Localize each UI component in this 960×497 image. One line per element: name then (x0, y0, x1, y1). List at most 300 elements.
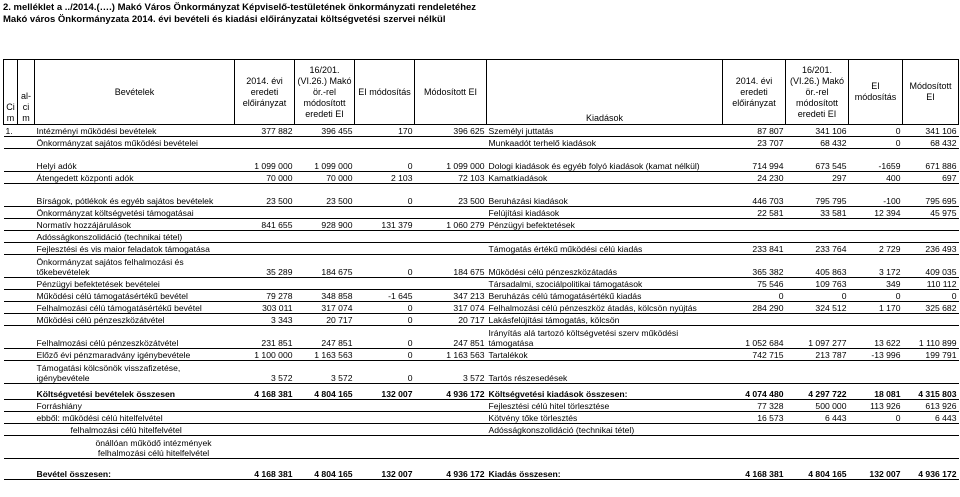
table-row (4, 172, 959, 184)
header-ei-modositas: EI módosítás (355, 60, 415, 125)
revenue-value: 1 099 000 (295, 149, 355, 172)
table-row (4, 255, 959, 278)
revenue-value (235, 207, 295, 219)
expense-label: Személyi juttatás (487, 125, 723, 137)
expense-label: Pénzügyi befektetések (487, 219, 723, 231)
table-row (4, 278, 959, 290)
expense-value (723, 231, 786, 243)
expense-value (849, 219, 903, 231)
expense-value: 409 035 (903, 255, 959, 278)
revenue-value: 0 (355, 361, 415, 384)
financing-revenue-label: Forráshiány (35, 400, 235, 412)
revenue-value: 1 060 279 (415, 219, 487, 231)
expense-value: 742 715 (723, 349, 786, 361)
expense-value: 45 975 (903, 207, 959, 219)
expense-total-value: 4 074 480 (723, 388, 786, 400)
revenue-value (355, 231, 415, 243)
row-subnumber (18, 400, 35, 412)
expense-label: Tartalékok (487, 349, 723, 361)
expense-value: 400 (849, 172, 903, 184)
expense-label (487, 231, 723, 243)
expense-label: Kamatkiadások (487, 172, 723, 184)
row-subnumber (18, 231, 35, 243)
expense-value: 68 432 (786, 137, 849, 149)
header-eredeti: 2014. évi eredeti előirányzat (235, 60, 295, 125)
financing-expense-value (903, 424, 959, 436)
revenue-value: 231 851 (235, 326, 295, 349)
page-header-line2: Makó város Önkormányzata 2014. évi bevételi és kiadási előirányzatai költségvetési szervei nélkül (3, 14, 446, 25)
revenue-value: 303 011 (235, 302, 295, 314)
table-row (4, 326, 959, 349)
row-subnumber (18, 172, 35, 184)
expense-value: 23 707 (723, 137, 786, 149)
revenue-value: 0 (355, 184, 415, 207)
expense-value: 233 764 (786, 243, 849, 255)
financing-expense-value (723, 436, 786, 459)
revenue-value: 184 675 (415, 255, 487, 278)
expense-value: 341 106 (786, 125, 849, 137)
revenue-label: Felhalmozási célú támogatásértékű bevétel (35, 302, 235, 314)
financing-expense-value: 6 443 (786, 412, 849, 424)
table-row (4, 125, 959, 137)
expense-value: 68 432 (903, 137, 959, 149)
financing-revenue-value (355, 412, 415, 424)
revenue-value: 396 455 (295, 125, 355, 137)
expense-value: 13 622 (849, 326, 903, 349)
revenue-value: 1 100 000 (235, 349, 295, 361)
row-number (4, 207, 18, 219)
expense-label: Társadalmi, szociálpolitikai támogatások (487, 278, 723, 290)
expense-label: Támogatás értékű működési célú kiadás (487, 243, 723, 255)
table-row (4, 302, 959, 314)
revenue-label: Pénzügyi befektetések bevételei (35, 278, 235, 290)
expense-value: 1 170 (849, 302, 903, 314)
row-subnumber (18, 314, 35, 326)
row-subnumber (18, 207, 35, 219)
revenue-value (295, 243, 355, 255)
revenue-label: Önkormányzat sajátos működési bevételei (35, 137, 235, 149)
expense-value: 24 230 (723, 172, 786, 184)
row-subnumber (18, 278, 35, 290)
revenue-value (295, 278, 355, 290)
revenue-value: 347 213 (415, 290, 487, 302)
expense-value: 1 110 899 (903, 326, 959, 349)
grand-total-expense-value: 4 936 172 (903, 463, 959, 480)
revenue-value: 20 717 (295, 314, 355, 326)
row-number (4, 290, 18, 302)
row-subnumber (18, 137, 35, 149)
revenue-value (235, 243, 295, 255)
revenue-value: 247 851 (415, 326, 487, 349)
revenue-value (415, 137, 487, 149)
revenue-label: Intézményi működési bevételek (35, 125, 235, 137)
table-row (4, 349, 959, 361)
expense-value: 795 695 (903, 184, 959, 207)
revenue-label: Önkormányzat sajátos felhalmozási és tőkebevételek (35, 255, 235, 278)
row-number (4, 255, 18, 278)
row-subnumber (18, 255, 35, 278)
expense-value: -100 (849, 184, 903, 207)
expense-value (849, 314, 903, 326)
financing-expense-value (786, 436, 849, 459)
revenue-value: 1 163 563 (415, 349, 487, 361)
grand-total-revenue-value: 132 007 (355, 463, 415, 480)
row-number (4, 424, 18, 436)
grand-total-revenue-value: 4 168 381 (235, 463, 295, 480)
financing-expense-value: 16 573 (723, 412, 786, 424)
table-row (4, 137, 959, 149)
expense-label: Beruházás célú támogatásértékű kiadás (487, 290, 723, 302)
revenue-value: 1 099 000 (415, 149, 487, 172)
row-number (4, 412, 18, 424)
financing-revenue-value (235, 424, 295, 436)
expense-label: Irányítás alá tartozó költségvetési szerv működési támogatása (487, 326, 723, 349)
financing-expense-value: 500 000 (786, 400, 849, 412)
grand-total-revenue-label: Bevétel összesen: (35, 463, 235, 480)
expense-value: 795 795 (786, 184, 849, 207)
revenue-value (415, 243, 487, 255)
revenue-value: 0 (355, 255, 415, 278)
expense-label: Dologi kiadások és egyéb folyó kiadások (kamat nélkül) (487, 149, 723, 172)
expense-label: Működési célú pénzeszközátadás (487, 255, 723, 278)
revenue-total-label: Költségvetési bevételek összesen (35, 388, 235, 400)
row-subnumber (18, 412, 35, 424)
expense-value: 2 729 (849, 243, 903, 255)
row-subnumber (18, 184, 35, 207)
row-number (4, 137, 18, 149)
revenue-label: Felhalmozási célú pénzeszközátvétel (35, 326, 235, 349)
expense-value: 1 052 684 (723, 326, 786, 349)
revenue-value: 0 (355, 149, 415, 172)
revenue-label: Bírságok, pótlékok és egyéb sajátos bevételek (35, 184, 235, 207)
revenue-value: 170 (355, 125, 415, 137)
row-subnumber (18, 290, 35, 302)
financing-expense-value: 613 926 (903, 400, 959, 412)
expense-label: Beruházási kiadások (487, 184, 723, 207)
row-number (4, 243, 18, 255)
financing-revenue-value (235, 436, 295, 459)
expense-value: 714 994 (723, 149, 786, 172)
row-number (4, 326, 18, 349)
revenue-value: 3 572 (235, 361, 295, 384)
row-number: 1. (4, 125, 18, 137)
financing-expense-value: 6 443 (903, 412, 959, 424)
revenue-value: 396 625 (415, 125, 487, 137)
financing-expense-value (849, 436, 903, 459)
expense-value (786, 219, 849, 231)
row-subnumber (18, 302, 35, 314)
expense-value: 671 886 (903, 149, 959, 172)
row-number (4, 314, 18, 326)
header-k-ei-modositas: EI módosítás (849, 60, 903, 125)
row-number (4, 349, 18, 361)
grand-total-expense-value: 4 168 381 (723, 463, 786, 480)
revenue-value: 35 289 (235, 255, 295, 278)
financing-revenue-value (295, 412, 355, 424)
totals-row (4, 388, 959, 400)
table-header-row (4, 60, 959, 125)
revenue-total-value: 4 168 381 (235, 388, 295, 400)
page-header-line1: 2. melléklet a ../2014.(….) Makó Város Önkormányzat Képviselő-testületének önkormányzati rendeletéhez (3, 2, 477, 13)
row-number (4, 436, 18, 459)
expense-value: 284 290 (723, 302, 786, 314)
grand-total-revenue-value: 4 804 165 (295, 463, 355, 480)
financing-revenue-value (295, 400, 355, 412)
revenue-value: 377 882 (235, 125, 295, 137)
header-kiadasok: Kiadások (487, 60, 723, 125)
expense-value: 0 (723, 290, 786, 302)
revenue-value: 79 278 (235, 290, 295, 302)
revenue-value: 23 500 (415, 184, 487, 207)
expense-label: Lakásfelújítási támogatás, kölcsön (487, 314, 723, 326)
revenue-value: 3 572 (415, 361, 487, 384)
revenue-label: Átengedett központi adók (35, 172, 235, 184)
revenue-value: 841 655 (235, 219, 295, 231)
expense-total-value: 4 297 722 (786, 388, 849, 400)
table-row (4, 207, 959, 219)
financing-revenue-value (415, 412, 487, 424)
expense-value: 233 841 (723, 243, 786, 255)
expense-value: 341 106 (903, 125, 959, 137)
financing-expense-value: 77 328 (723, 400, 786, 412)
revenue-value (415, 207, 487, 219)
financing-revenue-value (295, 424, 355, 436)
financing-revenue-label: ebből: működési célú hitelfelvétel (35, 412, 235, 424)
table-row (4, 361, 959, 384)
financing-revenue-value (355, 436, 415, 459)
row-number (4, 388, 18, 400)
table-row (4, 314, 959, 326)
header-bevetelek: Bevételek (35, 60, 235, 125)
expense-value (786, 231, 849, 243)
financing-row (4, 412, 959, 424)
revenue-value: 247 851 (295, 326, 355, 349)
row-number (4, 149, 18, 172)
revenue-value: 1 163 563 (295, 349, 355, 361)
expense-value: -13 996 (849, 349, 903, 361)
row-subnumber (18, 424, 35, 436)
header-modositott-ei: Módosított EI (415, 60, 487, 125)
expense-value (903, 361, 959, 384)
expense-value: 325 682 (903, 302, 959, 314)
header-k-modositott-eredeti: 16/201.(VI.26.) Makó ör.-rel módosított eredeti EI (786, 60, 849, 125)
row-subnumber (18, 219, 35, 231)
expense-total-value: 4 315 803 (903, 388, 959, 400)
expense-label: Tartós részesedések (487, 361, 723, 384)
expense-value: 405 863 (786, 255, 849, 278)
table-row (4, 231, 959, 243)
grand-total-row (4, 463, 959, 480)
expense-value: 365 382 (723, 255, 786, 278)
revenue-value: 23 500 (235, 184, 295, 207)
revenue-label: Előző évi pénzmaradvány igénybevétele (35, 349, 235, 361)
expense-total-label: Költségvetési kiadások összesen: (487, 388, 723, 400)
expense-value: 297 (786, 172, 849, 184)
row-number (4, 400, 18, 412)
revenue-value (295, 207, 355, 219)
revenue-value: 348 858 (295, 290, 355, 302)
financing-revenue-value (235, 400, 295, 412)
revenue-value (355, 137, 415, 149)
expense-total-value: 18 081 (849, 388, 903, 400)
expense-value: 3 172 (849, 255, 903, 278)
budget-table (3, 59, 959, 480)
row-subnumber (18, 436, 35, 459)
row-subnumber (18, 463, 35, 480)
expense-value: 0 (786, 290, 849, 302)
revenue-value: 0 (355, 302, 415, 314)
revenue-label: Adósságkonszolidáció (technikai tétel) (35, 231, 235, 243)
revenue-value: 72 103 (415, 172, 487, 184)
row-number (4, 302, 18, 314)
financing-expense-label: Adósságkonszolidáció (technikai tétel) (487, 424, 723, 436)
expense-value (786, 361, 849, 384)
expense-value: 87 807 (723, 125, 786, 137)
financing-expense-value (786, 424, 849, 436)
revenue-total-value: 4 804 165 (295, 388, 355, 400)
revenue-value (235, 231, 295, 243)
expense-value (903, 231, 959, 243)
revenue-value: 0 (355, 326, 415, 349)
expense-value: 0 (849, 125, 903, 137)
revenue-total-value: 4 936 172 (415, 388, 487, 400)
financing-row (4, 424, 959, 436)
revenue-value: 928 900 (295, 219, 355, 231)
grand-total-expense-value: 132 007 (849, 463, 903, 480)
revenue-value: -1 645 (355, 290, 415, 302)
revenue-value: 317 074 (415, 302, 487, 314)
financing-row (4, 436, 959, 459)
revenue-value: 3 572 (295, 361, 355, 384)
expense-value (903, 314, 959, 326)
financing-revenue-value (355, 424, 415, 436)
row-subnumber (18, 243, 35, 255)
row-number (4, 172, 18, 184)
expense-value: 236 493 (903, 243, 959, 255)
expense-value: 0 (903, 290, 959, 302)
revenue-value: 3 343 (235, 314, 295, 326)
expense-value: 0 (849, 137, 903, 149)
row-number (4, 278, 18, 290)
expense-value (849, 361, 903, 384)
financing-expense-label (487, 436, 723, 459)
expense-value: 75 546 (723, 278, 786, 290)
revenue-total-value: 132 007 (355, 388, 415, 400)
revenue-label: Működési célú pénzeszközátvétel (35, 314, 235, 326)
expense-value (723, 314, 786, 326)
table-row (4, 184, 959, 207)
expense-value: 673 545 (786, 149, 849, 172)
grand-total-expense-value: 4 804 165 (786, 463, 849, 480)
expense-value (786, 314, 849, 326)
row-subnumber (18, 149, 35, 172)
expense-value: 349 (849, 278, 903, 290)
financing-row (4, 400, 959, 412)
expense-value: 1 097 277 (786, 326, 849, 349)
expense-value: 199 791 (903, 349, 959, 361)
expense-value: 446 703 (723, 184, 786, 207)
header-al-ci: al- ci m (18, 60, 35, 125)
expense-value: -1659 (849, 149, 903, 172)
revenue-label: Támogatási kölcsönök visszafizetése, igénybevétele (35, 361, 235, 384)
expense-label: Felhalmozási célú pénzeszköz átadás, kölcsön nyújtás (487, 302, 723, 314)
revenue-value: 1 099 000 (235, 149, 295, 172)
expense-value: 213 787 (786, 349, 849, 361)
expense-label: Felújítási kiadások (487, 207, 723, 219)
row-subnumber (18, 349, 35, 361)
expense-value (903, 219, 959, 231)
expense-value: 110 112 (903, 278, 959, 290)
table-row (4, 149, 959, 172)
revenue-value (295, 231, 355, 243)
row-subnumber (18, 388, 35, 400)
row-number (4, 463, 18, 480)
revenue-value (415, 278, 487, 290)
financing-expense-label: Kötvény tőke törlesztés (487, 412, 723, 424)
financing-revenue-value (235, 412, 295, 424)
header-ci: Ci m (4, 60, 18, 125)
financing-expense-value: 113 926 (849, 400, 903, 412)
row-subnumber (18, 326, 35, 349)
financing-revenue-value (415, 436, 487, 459)
expense-value (723, 219, 786, 231)
expense-value: 324 512 (786, 302, 849, 314)
header-modositott-eredeti: 16/201.(VI.26.) Makó ör.-rel módosított eredeti EI (295, 60, 355, 125)
revenue-label: Fejlesztési és vis maior feladatok támogatása (35, 243, 235, 255)
financing-revenue-label: felhalmozási célú hitelfelvétel (35, 424, 235, 436)
row-number (4, 231, 18, 243)
financing-revenue-value (295, 436, 355, 459)
revenue-value (355, 278, 415, 290)
revenue-value: 184 675 (295, 255, 355, 278)
table-row (4, 290, 959, 302)
revenue-label: Helyi adók (35, 149, 235, 172)
revenue-label: Működési célú támogatásértékű bevétel (35, 290, 235, 302)
expense-label: Munkaadót terhelő kiadások (487, 137, 723, 149)
expense-value: 12 394 (849, 207, 903, 219)
revenue-label: Normatív hozzájárulások (35, 219, 235, 231)
revenue-value (355, 207, 415, 219)
table-row (4, 243, 959, 255)
row-number (4, 361, 18, 384)
revenue-value (415, 231, 487, 243)
revenue-value (355, 243, 415, 255)
financing-expense-value: 0 (849, 412, 903, 424)
revenue-value: 317 074 (295, 302, 355, 314)
revenue-value: 0 (355, 314, 415, 326)
grand-total-expense-label: Kiadás összesen: (487, 463, 723, 480)
row-subnumber (18, 361, 35, 384)
expense-value (723, 361, 786, 384)
row-subnumber (18, 125, 35, 137)
financing-revenue-value (415, 400, 487, 412)
financing-expense-value (723, 424, 786, 436)
header-k-modositott-ei: Módosított EI (903, 60, 959, 125)
revenue-label: Önkormányzat költségvetési támogatásai (35, 207, 235, 219)
revenue-value: 0 (355, 349, 415, 361)
revenue-value: 23 500 (295, 184, 355, 207)
financing-expense-label: Fejlesztési célú hitel törlesztése (487, 400, 723, 412)
revenue-value (235, 278, 295, 290)
expense-value: 109 763 (786, 278, 849, 290)
grand-total-revenue-value: 4 936 172 (415, 463, 487, 480)
revenue-value (235, 137, 295, 149)
header-k-eredeti: 2014. évi eredeti előirányzat (723, 60, 786, 125)
row-number (4, 184, 18, 207)
financing-expense-value (903, 436, 959, 459)
expense-value: 22 581 (723, 207, 786, 219)
table-row (4, 219, 959, 231)
